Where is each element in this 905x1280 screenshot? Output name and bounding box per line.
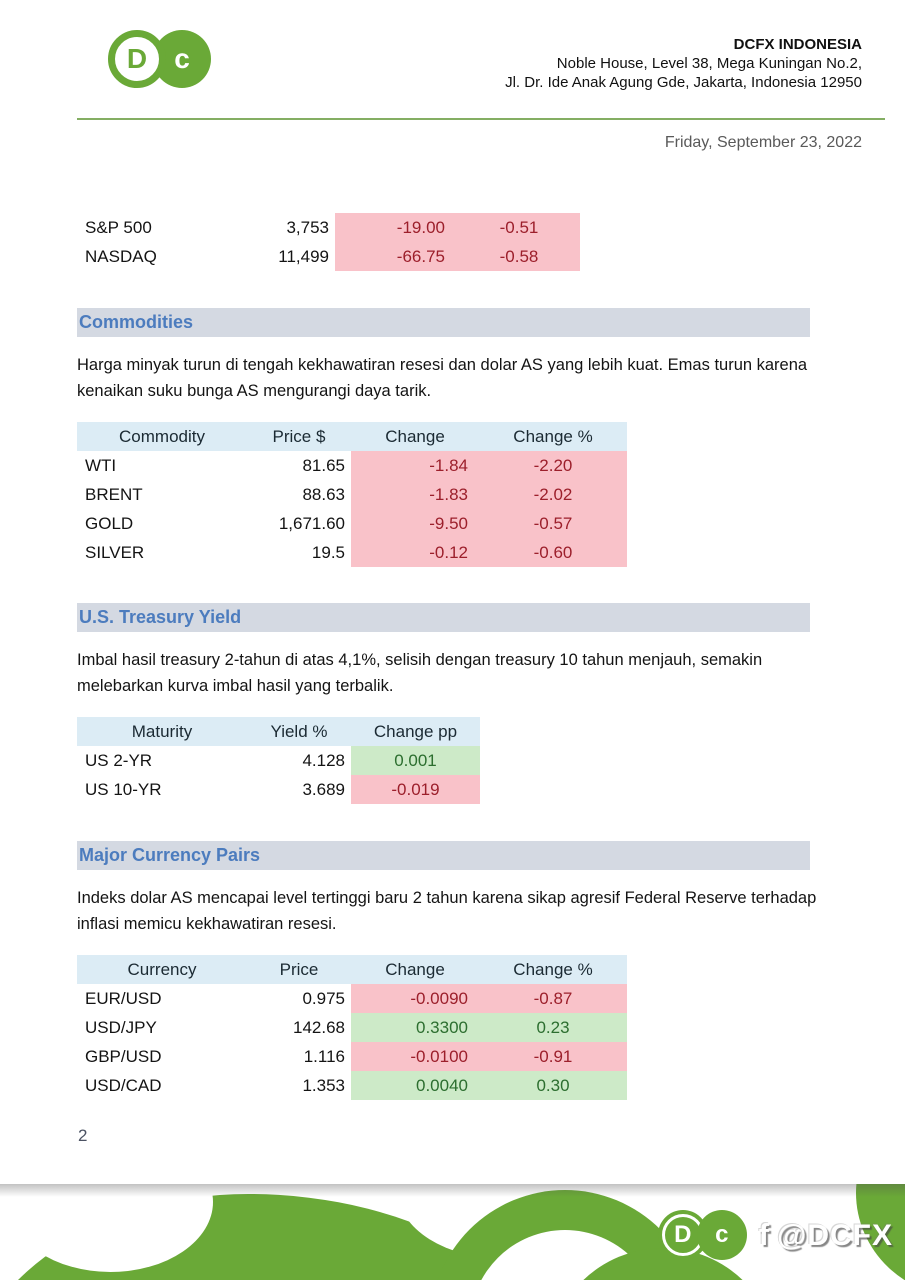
currency-change-pct: -0.87 <box>479 984 627 1013</box>
table-header-row <box>77 422 627 451</box>
currency-change: 0.0040 <box>351 1071 479 1100</box>
maturity-name: US 10-YR <box>85 779 162 799</box>
table-row <box>77 213 580 242</box>
section-bar-currency <box>77 841 810 870</box>
table-row <box>77 746 480 775</box>
index-name: NASDAQ <box>85 246 157 266</box>
currency-change-pct: 0.30 <box>479 1071 627 1100</box>
commodities-table <box>77 422 627 567</box>
table-header-row <box>77 955 627 984</box>
maturity-name: US 2-YR <box>85 750 153 770</box>
footer-top-shadow <box>0 1184 905 1197</box>
section-title: Commodities <box>79 312 194 332</box>
index-price: 11,499 <box>278 246 329 266</box>
table-row <box>77 1042 627 1071</box>
address-line-2: Jl. Dr. Ide Anak Agung Gde, Jakarta, Indonesia 12950 <box>505 74 862 91</box>
yield-change: -0.019 <box>351 775 480 804</box>
currency-price: 142.68 <box>293 1017 345 1037</box>
logo-d-letter: D <box>674 1221 692 1248</box>
currency-pair: EUR/USD <box>85 988 162 1008</box>
column-header: Yield % <box>247 717 351 746</box>
logo-c-letter: c <box>715 1221 729 1248</box>
social-handle-block <box>759 1217 893 1253</box>
company-address-block <box>505 30 862 92</box>
commodity-name: BRENT <box>85 484 143 504</box>
commodity-change-pct: -2.02 <box>479 480 627 509</box>
column-header: Change pp <box>351 717 480 746</box>
yield-value: 4.128 <box>302 750 345 770</box>
currency-price: 0.975 <box>302 988 345 1008</box>
table-row <box>77 451 627 480</box>
commodity-name: WTI <box>85 455 117 475</box>
index-change: -19.00 <box>335 213 458 242</box>
yield-change: 0.001 <box>351 746 480 775</box>
yield-value: 3.689 <box>302 779 345 799</box>
column-header: Change <box>351 422 479 451</box>
commodity-change: -1.83 <box>351 480 479 509</box>
section-title: Major Currency Pairs <box>79 845 261 865</box>
facebook-icon: f <box>758 1217 771 1252</box>
column-header: Currency <box>77 955 247 984</box>
page-header <box>0 0 905 92</box>
column-header: Price $ <box>247 422 351 451</box>
section-title: U.S. Treasury Yield <box>79 607 242 627</box>
currency-table <box>77 955 627 1100</box>
page-footer <box>0 1184 905 1280</box>
column-header: Price <box>247 955 351 984</box>
currency-change: -0.0090 <box>351 984 479 1013</box>
currency-change-pct: 0.23 <box>479 1013 627 1042</box>
column-header: Change % <box>479 955 627 984</box>
commodities-commentary: Harga minyak turun di tengah kekhawatiran resesi dan dolar AS yang lebih kuat. Emas turun karena kenaikan suku bunga AS mengurangi daya tarik. <box>77 356 808 400</box>
company-name: DCFX INDONESIA <box>733 36 862 53</box>
social-handle: @DCFX <box>777 1219 893 1252</box>
commodity-name: GOLD <box>85 513 134 533</box>
table-header-row <box>77 717 480 746</box>
index-change: -66.75 <box>335 242 458 271</box>
currency-pair: USD/JPY <box>85 1017 157 1037</box>
treasury-commentary: Imbal hasil treasury 2-tahun di atas 4,1%, selisih dengan treasury 10 tahun menjauh, semakin melebarkan kurva imbal hasil yang terbalik. <box>77 651 763 695</box>
commodity-price: 19.5 <box>311 542 345 562</box>
logo-d-letter: D <box>126 43 148 74</box>
indices-table <box>77 213 580 271</box>
section-bar-commodities <box>77 308 810 337</box>
commodity-change-pct: -0.57 <box>479 509 627 538</box>
header-divider <box>77 118 885 120</box>
index-change-pct: -0.51 <box>458 213 580 242</box>
commodity-price: 81.65 <box>302 455 345 475</box>
table-row <box>77 1013 627 1042</box>
commodity-change: -1.84 <box>351 451 479 480</box>
table-row <box>77 775 480 804</box>
commodity-change: -9.50 <box>351 509 479 538</box>
dcfx-logo <box>108 30 211 88</box>
index-name: S&P 500 <box>85 217 152 237</box>
footer-logo-cluster <box>658 1210 893 1260</box>
table-row <box>77 1071 627 1100</box>
currency-pair: GBP/USD <box>85 1046 162 1066</box>
currency-change: -0.0100 <box>351 1042 479 1071</box>
currency-change: 0.3300 <box>351 1013 479 1042</box>
commodity-change-pct: -0.60 <box>479 538 627 567</box>
table-row <box>77 509 627 538</box>
column-header: Change % <box>479 422 627 451</box>
commodity-change: -0.12 <box>351 538 479 567</box>
index-change-pct: -0.58 <box>458 242 580 271</box>
table-row <box>77 242 580 271</box>
column-header: Maturity <box>77 717 247 746</box>
index-price: 3,753 <box>286 217 329 237</box>
logo-d-icon <box>108 30 166 88</box>
logo-c-letter: c <box>174 43 190 74</box>
treasury-table <box>77 717 480 804</box>
commodity-change-pct: -2.20 <box>479 451 627 480</box>
table-row <box>77 984 627 1013</box>
section-bar-treasury <box>77 603 810 632</box>
commodity-price: 1,671.60 <box>278 513 345 533</box>
currency-pair: USD/CAD <box>85 1075 162 1095</box>
address-line-1: Noble House, Level 38, Mega Kuningan No.2, <box>556 55 862 72</box>
report-date: Friday, September 23, 2022 <box>664 134 862 151</box>
currency-commentary: Indeks dolar AS mencapai level tertinggi baru 2 tahun karena sikap agresif Federal Reserve terhadap inflasi memicu kekhawatiran resesi. <box>77 889 817 933</box>
table-row <box>77 480 627 509</box>
column-header: Commodity <box>77 422 247 451</box>
commodity-name: SILVER <box>85 542 145 562</box>
column-header: Change <box>351 955 479 984</box>
currency-price: 1.116 <box>303 1046 345 1066</box>
commodity-price: 88.63 <box>302 484 345 504</box>
currency-change-pct: -0.91 <box>479 1042 627 1071</box>
currency-price: 1.353 <box>302 1075 345 1095</box>
table-row <box>77 538 627 567</box>
page-number: 2 <box>78 1126 88 1145</box>
logo-c-icon <box>697 1210 747 1260</box>
